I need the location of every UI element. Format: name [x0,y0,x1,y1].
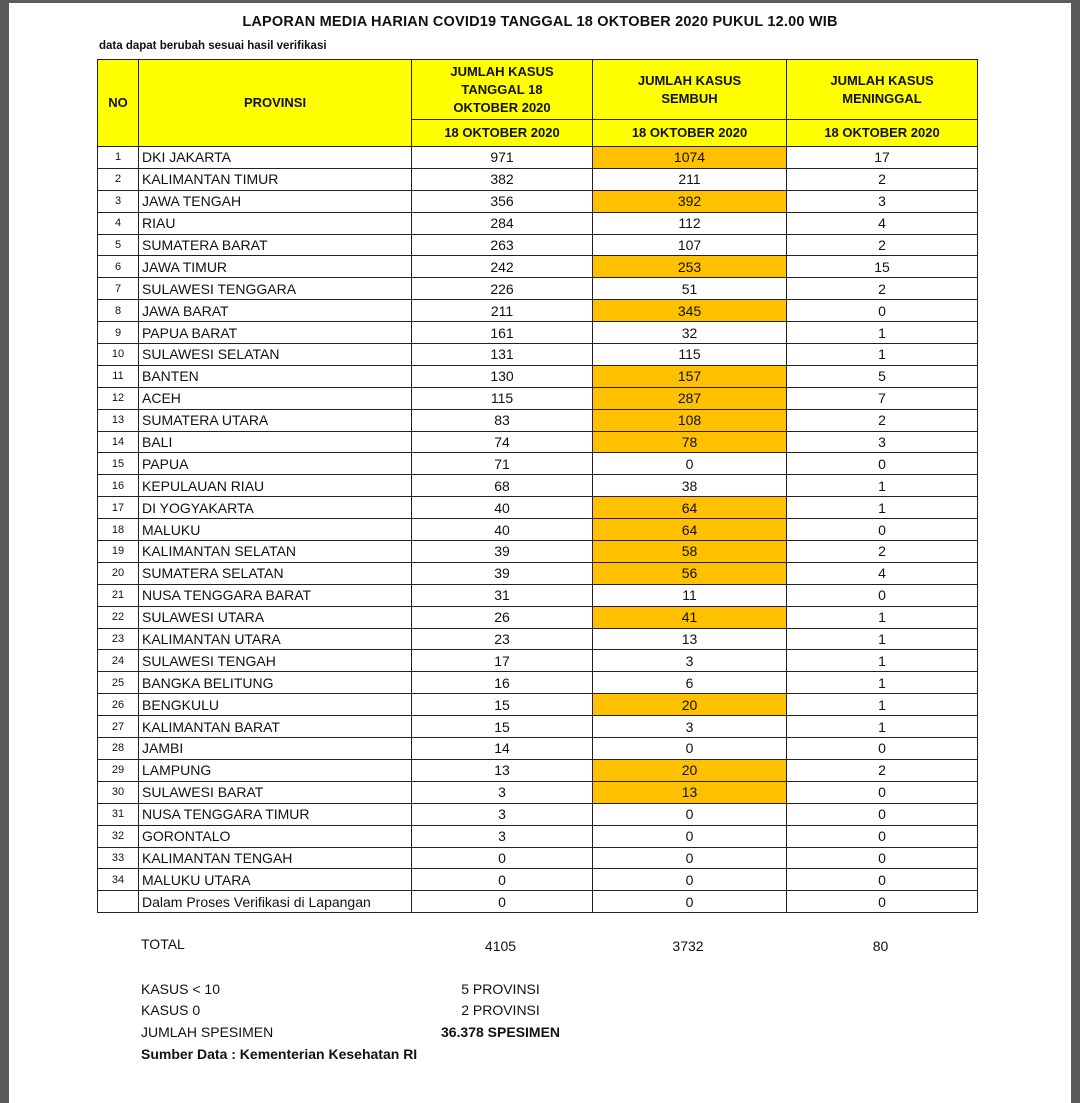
row-provinsi-cell: KALIMANTAN UTARA [139,628,412,650]
row-kasus-cell: 13 [412,759,593,781]
row-provinsi-cell: ACEH [139,387,412,409]
row-sembuh-cell: 32 [593,322,787,344]
row-meninggal-cell: 2 [787,168,978,190]
row-sembuh-cell: 6 [593,672,787,694]
row-sembuh-cell: 58 [593,541,787,563]
row-sembuh-cell: 0 [593,869,787,891]
row-sembuh-cell: 115 [593,344,787,366]
table-row [98,869,978,891]
summary-label-3: JUMLAH SPESIMEN [141,1024,274,1040]
row-provinsi-cell: SULAWESI BARAT [139,781,412,803]
row-sembuh-cell: 0 [593,803,787,825]
row-no-cell: 21 [98,584,139,606]
header-kasus: JUMLAH KASUS TANGGAL 18 OKTOBER 2020 [412,60,593,120]
row-sembuh-cell: 3 [593,716,787,738]
row-kasus-cell: 263 [412,234,593,256]
page-edge-right [1071,0,1080,1103]
row-meninggal-cell: 2 [787,234,978,256]
row-kasus-cell: 14 [412,738,593,760]
table-row [98,256,978,278]
row-kasus-cell: 3 [412,825,593,847]
row-no-cell: 6 [98,256,139,278]
row-meninggal-cell: 1 [787,606,978,628]
row-provinsi-cell: PAPUA [139,453,412,475]
total-kasus: 4105 [484,938,517,954]
row-meninggal-cell: 0 [787,781,978,803]
header-meninggal: JUMLAH KASUS MENINGGAL [787,60,978,120]
row-sembuh-cell: 345 [593,300,787,322]
row-no-cell: 10 [98,344,139,366]
row-provinsi-cell: KEPULAUAN RIAU [139,475,412,497]
table-row [98,453,978,475]
row-provinsi-cell: NUSA TENGGARA TIMUR [139,803,412,825]
row-meninggal-cell: 2 [787,541,978,563]
verification-note: data dapat berubah sesuai hasil verifikasi [99,40,327,52]
row-meninggal-cell: 2 [787,278,978,300]
row-sembuh-cell: 64 [593,497,787,519]
table-row [98,475,978,497]
row-meninggal-cell: 1 [787,650,978,672]
row-kasus-cell: 15 [412,716,593,738]
row-kasus-cell: 0 [412,891,593,913]
row-kasus-cell: 971 [412,147,593,169]
row-kasus-cell: 0 [412,847,593,869]
row-kasus-cell: 17 [412,650,593,672]
table-row [98,541,978,563]
row-kasus-cell: 68 [412,475,593,497]
row-meninggal-cell: 2 [787,409,978,431]
row-no-cell: 11 [98,365,139,387]
table-row [98,365,978,387]
row-no-cell: 23 [98,628,139,650]
row-meninggal-cell: 5 [787,365,978,387]
row-kasus-cell: 26 [412,606,593,628]
summary-label-1: KASUS < 10 [141,981,220,997]
row-provinsi-cell: DI YOGYAKARTA [139,497,412,519]
row-provinsi-cell: SULAWESI TENGGARA [139,278,412,300]
row-no-cell: 16 [98,475,139,497]
row-no-cell: 14 [98,431,139,453]
table-row [98,387,978,409]
table-row [98,190,978,212]
row-provinsi-cell: RIAU [139,212,412,234]
row-meninggal-cell: 4 [787,562,978,584]
row-kasus-cell: 0 [412,869,593,891]
table-row [98,519,978,541]
row-provinsi-cell: KALIMANTAN SELATAN [139,541,412,563]
row-meninggal-cell: 0 [787,825,978,847]
total-sembuh: 3732 [672,938,704,954]
row-kasus-cell: 15 [412,694,593,716]
row-sembuh-cell: 38 [593,475,787,497]
row-meninggal-cell: 0 [787,453,978,475]
row-meninggal-cell: 0 [787,519,978,541]
row-sembuh-cell: 1074 [593,147,787,169]
summary-label-2: KASUS 0 [141,1002,201,1018]
row-no-cell: 26 [98,694,139,716]
header-date-kasus: 18 OKTOBER 2020 [412,120,593,147]
row-no-cell: 15 [98,453,139,475]
row-no-cell: 13 [98,409,139,431]
row-meninggal-cell: 0 [787,803,978,825]
row-provinsi-cell: MALUKU [139,519,412,541]
row-kasus-cell: 71 [412,453,593,475]
row-no-cell: 12 [98,387,139,409]
row-no-cell: 30 [98,781,139,803]
table-row [98,672,978,694]
row-sembuh-cell: 0 [593,891,787,913]
row-kasus-cell: 130 [412,365,593,387]
row-meninggal-cell: 1 [787,716,978,738]
row-meninggal-cell: 0 [787,584,978,606]
row-sembuh-cell: 112 [593,212,787,234]
summary-value-1: 5 PROVINSI [461,981,540,997]
table-row [98,781,978,803]
row-kasus-cell: 226 [412,278,593,300]
row-meninggal-cell: 1 [787,344,978,366]
row-no-cell: 33 [98,847,139,869]
row-provinsi-cell: SUMATERA UTARA [139,409,412,431]
row-provinsi-cell: SULAWESI UTARA [139,606,412,628]
row-meninggal-cell: 0 [787,891,978,913]
row-sembuh-cell: 0 [593,847,787,869]
row-no-cell: 31 [98,803,139,825]
covid-table [97,59,978,913]
table-body [98,147,978,913]
table-row [98,825,978,847]
row-provinsi-cell: BENGKULU [139,694,412,716]
row-no-cell: 24 [98,650,139,672]
row-no-cell: 7 [98,278,139,300]
row-sembuh-cell: 41 [593,606,787,628]
row-sembuh-cell: 107 [593,234,787,256]
table-row [98,212,978,234]
row-meninggal-cell: 2 [787,759,978,781]
row-meninggal-cell: 4 [787,212,978,234]
table-row [98,584,978,606]
row-sembuh-cell: 392 [593,190,787,212]
row-kasus-cell: 356 [412,190,593,212]
row-sembuh-cell: 0 [593,453,787,475]
table-row [98,628,978,650]
total-label: TOTAL [141,936,185,952]
row-meninggal-cell: 1 [787,497,978,519]
table-row [98,497,978,519]
row-provinsi-cell: LAMPUNG [139,759,412,781]
row-no-cell: 2 [98,168,139,190]
row-provinsi-cell: BANGKA BELITUNG [139,672,412,694]
row-kasus-cell: 161 [412,322,593,344]
row-provinsi-cell: NUSA TENGGARA BARAT [139,584,412,606]
row-sembuh-cell: 287 [593,387,787,409]
table-row [98,562,978,584]
summary-value-3: 36.378 SPESIMEN [440,1024,561,1040]
row-provinsi-cell: SULAWESI SELATAN [139,344,412,366]
row-kasus-cell: 131 [412,344,593,366]
table-row [98,278,978,300]
row-kasus-cell: 3 [412,781,593,803]
table-row [98,409,978,431]
row-kasus-cell: 211 [412,300,593,322]
row-no-cell: 29 [98,759,139,781]
row-sembuh-cell: 211 [593,168,787,190]
report-title: LAPORAN MEDIA HARIAN COVID19 TANGGAL 18 OKTOBER 2020 PUKUL 12.00 WIB [242,14,838,30]
row-sembuh-cell: 11 [593,584,787,606]
header-date-meninggal: 18 OKTOBER 2020 [787,120,978,147]
row-sembuh-cell: 3 [593,650,787,672]
table-row [98,847,978,869]
row-no-cell: 28 [98,738,139,760]
table-row [98,803,978,825]
row-provinsi-cell: SUMATERA SELATAN [139,562,412,584]
row-no-cell: 34 [98,869,139,891]
row-sembuh-cell: 253 [593,256,787,278]
table-row [98,716,978,738]
table-row [98,431,978,453]
row-kasus-cell: 40 [412,497,593,519]
row-sembuh-cell: 51 [593,278,787,300]
row-provinsi-cell: JAWA BARAT [139,300,412,322]
row-kasus-cell: 3 [412,803,593,825]
row-meninggal-cell: 1 [787,322,978,344]
table-row [98,694,978,716]
table-row [98,759,978,781]
row-provinsi-cell: PAPUA BARAT [139,322,412,344]
data-source: Sumber Data : Kementerian Kesehatan RI [141,1046,418,1062]
row-no-cell: 8 [98,300,139,322]
row-no-cell: 25 [98,672,139,694]
row-kasus-cell: 40 [412,519,593,541]
row-provinsi-cell: MALUKU UTARA [139,869,412,891]
row-kasus-cell: 83 [412,409,593,431]
row-sembuh-cell: 0 [593,825,787,847]
table-row [98,147,978,169]
row-sembuh-cell: 108 [593,409,787,431]
row-provinsi-cell: KALIMANTAN BARAT [139,716,412,738]
row-kasus-cell: 115 [412,387,593,409]
row-no-cell: 19 [98,541,139,563]
row-kasus-cell: 39 [412,541,593,563]
row-kasus-cell: 16 [412,672,593,694]
row-sembuh-cell: 13 [593,628,787,650]
row-kasus-cell: 31 [412,584,593,606]
row-meninggal-cell: 7 [787,387,978,409]
row-meninggal-cell: 1 [787,475,978,497]
row-sembuh-cell: 56 [593,562,787,584]
row-meninggal-cell: 17 [787,147,978,169]
row-kasus-cell: 23 [412,628,593,650]
row-meninggal-cell: 0 [787,847,978,869]
table-row [98,322,978,344]
row-meninggal-cell: 0 [787,738,978,760]
summary-value-2: 2 PROVINSI [461,1002,540,1018]
row-kasus-cell: 39 [412,562,593,584]
row-provinsi-cell: KALIMANTAN TENGAH [139,847,412,869]
table-row [98,168,978,190]
row-no-cell: 32 [98,825,139,847]
row-no-cell: 22 [98,606,139,628]
row-provinsi-cell: SUMATERA BARAT [139,234,412,256]
row-sembuh-cell: 0 [593,738,787,760]
row-meninggal-cell: 15 [787,256,978,278]
header-date-sembuh: 18 OKTOBER 2020 [593,120,787,147]
row-no-cell: 27 [98,716,139,738]
header-no: NO [98,60,139,147]
row-meninggal-cell: 1 [787,694,978,716]
table-row [98,234,978,256]
row-provinsi-cell: Dalam Proses Verifikasi di Lapangan [139,891,412,913]
row-kasus-cell: 74 [412,431,593,453]
row-no-cell: 18 [98,519,139,541]
row-no-cell [98,891,139,913]
page-edge-top [0,0,1080,3]
row-no-cell: 5 [98,234,139,256]
row-meninggal-cell: 3 [787,190,978,212]
row-kasus-cell: 382 [412,168,593,190]
row-no-cell: 1 [98,147,139,169]
row-no-cell: 17 [98,497,139,519]
row-sembuh-cell: 20 [593,694,787,716]
row-provinsi-cell: JAWA TIMUR [139,256,412,278]
row-provinsi-cell: BALI [139,431,412,453]
page-edge-left [0,0,9,1103]
row-sembuh-cell: 78 [593,431,787,453]
table-row [98,606,978,628]
row-kasus-cell: 242 [412,256,593,278]
header-provinsi: PROVINSI [139,60,412,147]
total-meninggal: 80 [872,938,889,954]
row-no-cell: 9 [98,322,139,344]
table-row [98,738,978,760]
row-sembuh-cell: 64 [593,519,787,541]
row-provinsi-cell: SULAWESI TENGAH [139,650,412,672]
row-meninggal-cell: 3 [787,431,978,453]
table-row [98,891,978,913]
row-meninggal-cell: 1 [787,628,978,650]
row-provinsi-cell: BANTEN [139,365,412,387]
row-sembuh-cell: 20 [593,759,787,781]
row-provinsi-cell: JAMBI [139,738,412,760]
row-no-cell: 3 [98,190,139,212]
table-row [98,650,978,672]
row-meninggal-cell: 1 [787,672,978,694]
row-provinsi-cell: JAWA TENGAH [139,190,412,212]
row-no-cell: 4 [98,212,139,234]
table-row [98,300,978,322]
row-provinsi-cell: KALIMANTAN TIMUR [139,168,412,190]
row-sembuh-cell: 13 [593,781,787,803]
row-meninggal-cell: 0 [787,869,978,891]
row-provinsi-cell: DKI JAKARTA [139,147,412,169]
row-kasus-cell: 284 [412,212,593,234]
row-no-cell: 20 [98,562,139,584]
table-row [98,344,978,366]
row-sembuh-cell: 157 [593,365,787,387]
row-meninggal-cell: 0 [787,300,978,322]
row-provinsi-cell: GORONTALO [139,825,412,847]
header-sembuh: JUMLAH KASUS SEMBUH [593,60,787,120]
